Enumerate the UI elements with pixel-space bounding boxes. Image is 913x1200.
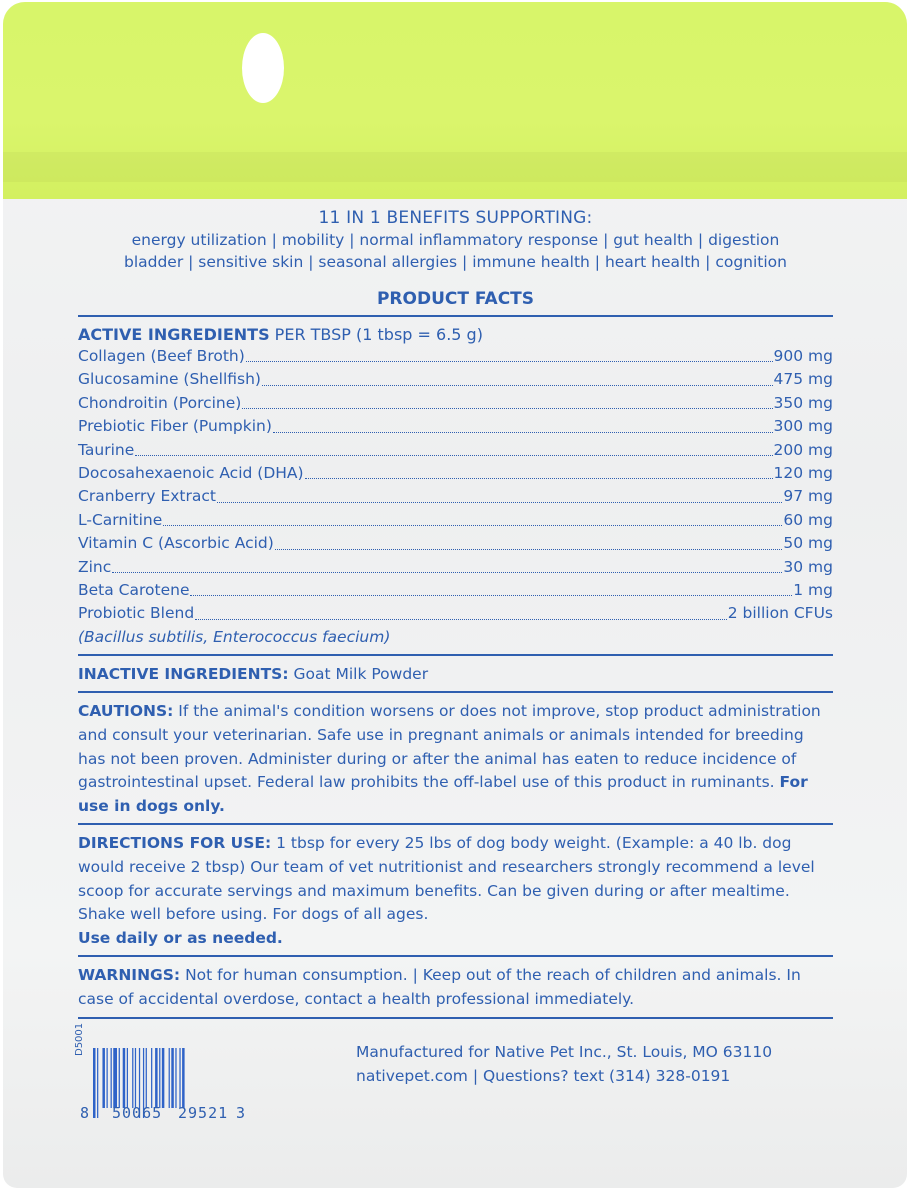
ingredient-amount: 2 billion CFUs — [727, 604, 833, 623]
inactive-label: INACTIVE INGREDIENTS: — [78, 664, 289, 683]
barcode-bar — [155, 1048, 158, 1108]
divider — [78, 315, 833, 317]
lot-code: D5001 — [74, 1022, 85, 1056]
dot-leader — [195, 602, 727, 619]
barcode-bar — [162, 1048, 165, 1108]
dot-leader — [246, 345, 773, 362]
label-content — [78, 205, 833, 1026]
ingredient-amount: 120 mg — [773, 464, 833, 483]
warnings-label: WARNINGS: — [78, 966, 181, 985]
barcode-bar — [169, 1048, 170, 1108]
ingredient-amount: 60 mg — [783, 510, 833, 529]
barcode-digits-left: 50065 — [112, 1104, 163, 1122]
ingredient-row — [78, 532, 833, 555]
ingredient-row — [78, 556, 833, 579]
benefits-line-2: bladder | sensitive skin | seasonal allergies | immune health | heart health | cognition — [123, 253, 787, 271]
ingredient-row — [78, 485, 833, 508]
active-ingredients-label: ACTIVE INGREDIENTS — [78, 325, 270, 344]
barcode-bar — [175, 1048, 176, 1108]
barcode-digit-first: 8 — [80, 1104, 90, 1122]
directions-text: 1 tbsp for every 25 lbs of dog body weight. (Example: a 40 lb. dog would receive 2 tbsp) Our team of vet nutritionist and researchers strongly recommend a level scoop for accurate servings and maximum benefits. Can be given during or after mealtime. Shake well before using. For dogs of all ages. — [78, 834, 815, 924]
barcode-bar — [132, 1048, 133, 1108]
barcode-bar — [113, 1048, 117, 1108]
ingredient-name: Beta Carotene — [78, 581, 190, 600]
manufacturer-info — [356, 1040, 772, 1088]
ingredient-name: Docosahexaenoic Acid (DHA) — [78, 464, 304, 483]
cautions-label: CAUTIONS: — [78, 702, 174, 721]
lime-top-band — [3, 2, 907, 199]
dot-leader — [262, 368, 773, 385]
serving-size: PER TBSP (1 tbsp = 6.5 g) — [269, 325, 483, 344]
ingredient-amount: 300 mg — [773, 417, 833, 436]
ingredient-row — [78, 462, 833, 485]
ingredient-row — [78, 579, 833, 602]
ingredient-name: Collagen (Beef Broth) — [78, 347, 245, 365]
barcode-bar — [111, 1048, 112, 1108]
cautions — [78, 700, 833, 818]
inactive-text: Goat Milk Powder — [288, 664, 429, 683]
ingredient-amount: 350 mg — [773, 393, 833, 412]
ingredient-row — [78, 415, 833, 438]
dot-leader — [305, 462, 773, 479]
ingredient-name: Glucosamine (Shellfish) — [78, 370, 261, 389]
dot-leader — [112, 556, 782, 573]
barcode-bar — [93, 1048, 96, 1118]
ingredient-amount: 200 mg — [773, 440, 833, 459]
ingredient-list — [78, 345, 833, 626]
ingredient-row — [78, 602, 833, 625]
directions — [78, 832, 833, 950]
barcode-bar — [146, 1048, 147, 1108]
ingredient-row — [78, 439, 833, 462]
divider — [78, 955, 833, 957]
ingredient-name: Chondroitin (Porcine) — [78, 393, 242, 412]
barcode-bar — [159, 1048, 160, 1108]
ingredient-amount: 97 mg — [783, 487, 833, 506]
cautions-text: If the animal's condition worsens or does not improve, stop product administration and consult your veterinarian. Safe use in pregnant animals or animals intended for breeding has not been proven. Administer during or after the animal has eaten to reduce incidence of gastrointestinal upset. Federal law prohibits the off-label use of this product in ruminants. — [78, 702, 821, 792]
ingredient-amount: 30 mg — [783, 557, 833, 576]
dot-leader — [275, 532, 783, 549]
ingredient-row — [78, 509, 833, 532]
divider — [78, 654, 833, 656]
ingredient-name: Prebiotic Fiber (Pumpkin) — [78, 417, 272, 436]
warnings — [78, 964, 833, 1011]
pouch-seam — [3, 152, 907, 182]
ingredient-name: Cranberry Extract — [78, 487, 216, 506]
barcode-bar — [102, 1048, 105, 1108]
dot-leader — [163, 509, 782, 526]
benefits-line-1: energy utilization | mobility | normal inflammatory response | gut health | digestion — [131, 231, 780, 249]
barcode-digits-right: 29521 — [178, 1104, 229, 1122]
ingredient-name: Taurine — [78, 440, 135, 459]
ingredient-amount: 900 mg — [773, 347, 833, 365]
contact-info: nativepet.com | Questions? text (314) 328-0191 — [356, 1067, 731, 1085]
ingredient-name: Probiotic Blend — [78, 604, 195, 623]
manufacturer-address: Manufactured for Native Pet Inc., St. Louis, MO 63110 — [356, 1043, 773, 1061]
active-ingredients-heading — [78, 324, 833, 345]
ingredient-name: L-Carnitine — [78, 510, 163, 529]
ingredient-name: Vitamin C (Ascorbic Acid) — [78, 534, 274, 553]
warnings-text: Not for human consumption. | Keep out of the reach of children and animals. In case of accidental overdose, contact a health professional immediately. — [78, 966, 801, 1008]
dot-leader — [135, 439, 772, 456]
barcode-bar — [135, 1048, 136, 1108]
barcode-bar — [151, 1048, 152, 1108]
divider — [78, 691, 833, 693]
ingredient-amount: 50 mg — [783, 534, 833, 553]
directions-label: DIRECTIONS FOR USE: — [78, 834, 272, 853]
barcode-bar — [123, 1048, 126, 1108]
barcode-bar — [179, 1048, 180, 1108]
ingredient-amount: 1 mg — [793, 581, 833, 600]
product-facts-title: PRODUCT FACTS — [376, 289, 535, 309]
dot-leader — [217, 485, 782, 502]
ingredient-row — [78, 345, 833, 368]
divider — [78, 823, 833, 825]
inactive-ingredients — [78, 663, 833, 687]
barcode-bar — [182, 1048, 185, 1108]
barcode-bar — [119, 1048, 120, 1108]
benefits-title: 11 IN 1 BENEFITS SUPPORTING: — [318, 208, 593, 228]
ingredient-name: Zinc — [78, 557, 112, 576]
probiotic-strains: (Bacillus subtilis, Enterococcus faecium) — [78, 627, 391, 646]
dot-leader — [242, 392, 772, 409]
barcode-digit-last: 3 — [236, 1104, 246, 1122]
dot-leader — [190, 579, 792, 596]
directions-frequency: Use daily or as needed. — [78, 928, 283, 947]
ingredient-row — [78, 368, 833, 391]
ingredient-row — [78, 392, 833, 415]
ingredient-amount: 475 mg — [773, 370, 833, 389]
footer — [74, 1022, 833, 1140]
barcode-bar — [97, 1048, 98, 1118]
hang-hole — [242, 33, 284, 103]
dot-leader — [273, 415, 773, 432]
barcode-bar — [127, 1048, 128, 1108]
cautions-dogs-only: For use in dogs only. — [78, 773, 808, 815]
divider — [78, 1017, 833, 1019]
barcode-bar — [107, 1048, 108, 1108]
barcode-bar — [171, 1048, 174, 1108]
